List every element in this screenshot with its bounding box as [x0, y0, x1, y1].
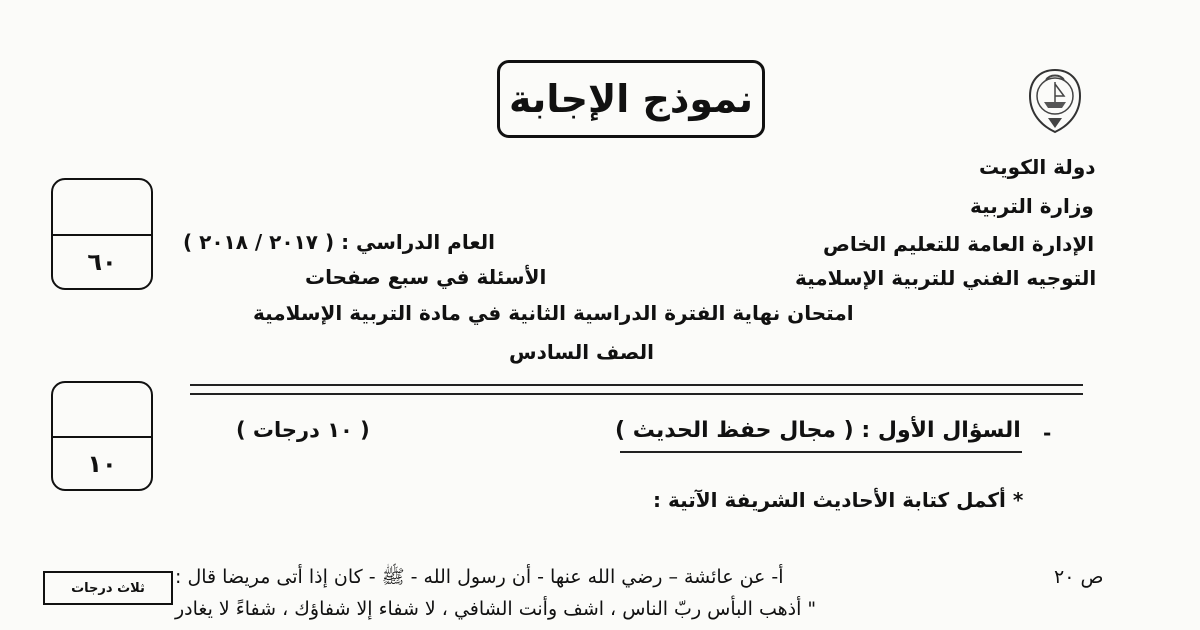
- department-name: الإدارة العامة للتعليم الخاص: [823, 232, 1095, 256]
- pages-note: الأسئلة في سبع صفحات: [305, 265, 547, 289]
- question1-marks: ( ١٠ درجات ): [236, 418, 370, 442]
- page-reference: ص ٢٠: [1054, 566, 1104, 588]
- grade-level: الصف السادس: [509, 340, 654, 364]
- academic-year: العام الدراسي : ( ٢٠١٧ / ٢٠١٨ ): [183, 230, 496, 254]
- instruction-text: * أكمل كتابة الأحاديث الشريفة الآتية :: [653, 488, 1024, 512]
- question1-grade-value: ١٠: [87, 449, 117, 478]
- question1-title: السؤال الأول : ( مجال حفظ الحديث ): [615, 418, 1021, 443]
- country-name: دولة الكويت: [979, 155, 1096, 179]
- hadith-a-line2: " أذهب البأس ربّ الناس ، اشف وأنت الشافي ، لا شفاء إلا شفاؤك ، شفاءً لا يغادر: [175, 598, 817, 620]
- exam-title: امتحان نهاية الفترة الدراسية الثانية في مادة التربية الإسلامية: [253, 301, 854, 325]
- double-divider: [190, 384, 1083, 395]
- hadith-a-line1: أ- عن عائشة – رضي الله عنها - أن رسول الله - ﷺ - كان إذا أتى مريضا قال :: [175, 566, 784, 588]
- bullet-dash: -: [1043, 421, 1052, 445]
- score-blank: [53, 383, 151, 438]
- total-grade-value: ٦٠: [87, 248, 117, 277]
- question1-grade-box: [51, 381, 153, 491]
- item-a-marks-badge: ثلاث درجات: [43, 571, 173, 605]
- kuwait-emblem-icon: [1020, 66, 1090, 136]
- ministry-name: وزارة التربية: [970, 194, 1094, 218]
- score-blank: [53, 180, 151, 236]
- supervision-name: التوجيه الفني للتربية الإسلامية: [795, 266, 1097, 290]
- total-grade-box: [51, 178, 153, 290]
- question1-underline: [620, 451, 1022, 453]
- answer-key-title: نموذج الإجابة: [497, 60, 765, 138]
